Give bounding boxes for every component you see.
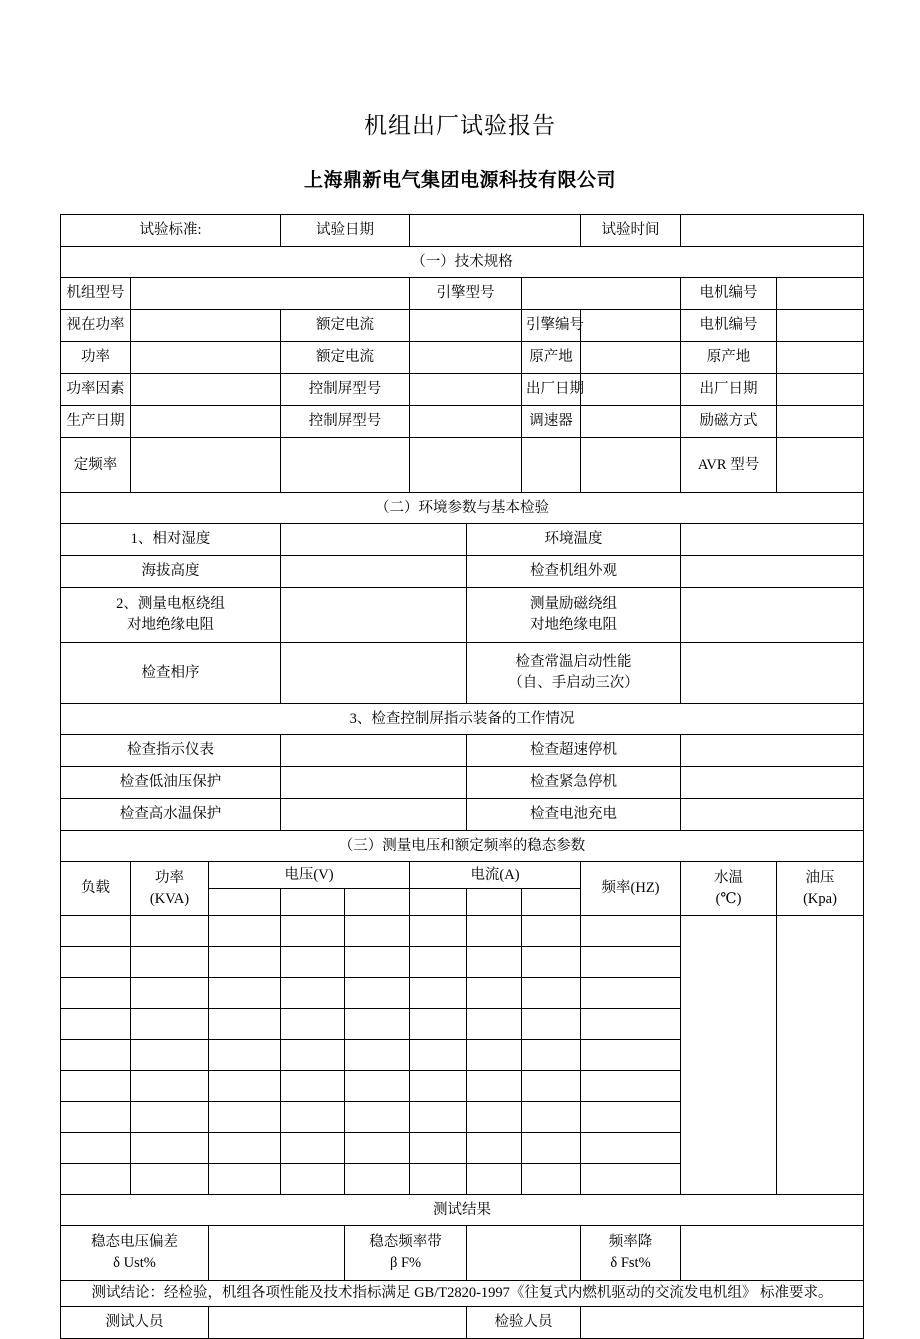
cell-voltage-2[interactable] xyxy=(281,1071,345,1102)
altitude-value[interactable] xyxy=(281,556,467,588)
table-row-env-4 xyxy=(61,643,864,704)
table-row-panel-3 xyxy=(61,799,864,831)
test-date-label: 试验日期 xyxy=(281,215,410,247)
cell-current-2[interactable] xyxy=(467,947,522,978)
cold-start-check-line2: （自、手启动三次） xyxy=(508,675,639,692)
steady-frequency-band-line1: 稳态频率带 xyxy=(369,1234,442,1251)
excitation-insulation-value[interactable] xyxy=(681,588,864,643)
frequency-drop-value[interactable] xyxy=(681,1226,864,1281)
cell-voltage-2[interactable] xyxy=(281,947,345,978)
cell-power[interactable] xyxy=(131,978,209,1009)
origin-label-2: 原产地 xyxy=(681,342,777,374)
steady-voltage-deviation-line2: δ Ust% xyxy=(113,1255,156,1272)
engine-model-label: 引擎型号 xyxy=(410,278,522,310)
control-panel-model-label-2: 控制屏型号 xyxy=(281,406,410,438)
cell-voltage-3[interactable] xyxy=(345,1164,410,1195)
table-row-signatures xyxy=(61,1307,864,1339)
cell-water-temperature[interactable] xyxy=(681,916,777,1195)
engine-number-label: 引擎编号 xyxy=(522,310,581,342)
cold-start-check-label xyxy=(467,643,681,704)
inspector-signature[interactable] xyxy=(581,1307,864,1339)
origin-label-1: 原产地 xyxy=(522,342,581,374)
phase-sequence-check-value[interactable] xyxy=(281,643,467,704)
armature-insulation-line1 xyxy=(65,594,276,615)
table-row-panel-1 xyxy=(61,735,864,767)
cell-voltage-2[interactable] xyxy=(281,978,345,1009)
cell-voltage-2[interactable] xyxy=(281,1102,345,1133)
cell-voltage-3[interactable] xyxy=(345,1009,410,1040)
cell-frequency[interactable] xyxy=(581,1071,681,1102)
cell-current-2[interactable] xyxy=(467,1164,522,1195)
table-row-spec-1 xyxy=(61,278,864,310)
cell-current-2[interactable] xyxy=(467,1133,522,1164)
tester-label: 测试人员 xyxy=(61,1307,209,1339)
avr-model-label: AVR 型号 xyxy=(681,438,777,493)
column-header-current: 电流(A) xyxy=(410,862,581,889)
test-time-value[interactable] xyxy=(681,215,864,247)
table-row-env-3 xyxy=(61,588,864,643)
cell-voltage-1[interactable] xyxy=(209,1071,281,1102)
table-row-results-heading xyxy=(61,1195,864,1226)
cell-voltage-1[interactable] xyxy=(209,978,281,1009)
cell-voltage-2[interactable] xyxy=(281,1040,345,1071)
section1-heading: （一）技术规格 xyxy=(61,247,864,278)
cell-current-3[interactable] xyxy=(522,1040,581,1071)
control-panel-model-value-1[interactable] xyxy=(410,374,522,406)
cell-power[interactable] xyxy=(131,1164,209,1195)
governor-value[interactable] xyxy=(581,406,681,438)
cell-current-1[interactable] xyxy=(410,947,467,978)
cell-current-2[interactable] xyxy=(467,1102,522,1133)
cell-frequency[interactable] xyxy=(581,916,681,947)
table-row-spec-2 xyxy=(61,310,864,342)
excitation-insulation-line1: 测量励磁绕组 xyxy=(530,596,618,613)
cell-voltage-2[interactable] xyxy=(281,916,345,947)
cell-current-2[interactable] xyxy=(467,978,522,1009)
test-conclusion-text: 测试结论：经检验，机组各项性能及技术指标满足 GB/T2820-1997《往复式内燃机驱动的交流发电机组》 标准要求。 xyxy=(61,1281,864,1307)
cell-load[interactable] xyxy=(61,1040,131,1071)
motor-number-value[interactable] xyxy=(777,278,864,310)
cell-voltage-3[interactable] xyxy=(345,916,410,947)
column-header-frequency: 频率(HZ) xyxy=(581,862,681,916)
control-panel-check-heading: 3、检查控制屏指示装备的工作情况 xyxy=(61,704,864,735)
table-row-panel-2 xyxy=(61,767,864,799)
engine-model-value[interactable] xyxy=(522,278,681,310)
section2-heading: （二）环境参数与基本检验 xyxy=(61,493,864,524)
power-factor-label: 功率因素 xyxy=(61,374,131,406)
cell-power[interactable] xyxy=(131,1133,209,1164)
cell-current-3[interactable] xyxy=(522,1071,581,1102)
rated-frequency-value[interactable] xyxy=(131,438,281,493)
cell-current-2[interactable] xyxy=(467,1071,522,1102)
rated-current-value-1[interactable] xyxy=(410,310,522,342)
cell-current-1[interactable] xyxy=(410,1133,467,1164)
production-date-value[interactable] xyxy=(131,406,281,438)
cell-frequency[interactable] xyxy=(581,947,681,978)
cell-power[interactable] xyxy=(131,1040,209,1071)
table-row-spec-3 xyxy=(61,342,864,374)
altitude-label: 海拔高度 xyxy=(61,556,281,588)
cell-voltage-3[interactable] xyxy=(345,947,410,978)
cell-frequency[interactable] xyxy=(581,1009,681,1040)
cell-current-1[interactable] xyxy=(410,978,467,1009)
battery-charge-check-label: 检查电池充电 xyxy=(467,799,681,831)
power-factor-value[interactable] xyxy=(131,374,281,406)
inspector-label: 检验人员 xyxy=(467,1307,581,1339)
cell-voltage-3[interactable] xyxy=(345,1133,410,1164)
steady-frequency-band-label xyxy=(345,1226,467,1281)
ambient-temperature-value[interactable] xyxy=(681,524,864,556)
cell-current-2[interactable] xyxy=(467,1009,522,1040)
factory-date-label-2: 出厂日期 xyxy=(681,374,777,406)
column-header-water-temperature-line2: (℃) xyxy=(715,890,742,907)
spec6-empty-1[interactable] xyxy=(281,438,410,493)
excitation-insulation-label xyxy=(467,588,681,643)
production-date-label: 生产日期 xyxy=(61,406,131,438)
rated-current-label-2: 额定电流 xyxy=(281,342,410,374)
spec6-empty-3[interactable] xyxy=(522,438,581,493)
emergency-stop-check-value[interactable] xyxy=(681,767,864,799)
column-header-oil-pressure-line2: (Kpa) xyxy=(803,890,837,907)
cell-voltage-1[interactable] xyxy=(209,1009,281,1040)
governor-label: 调速器 xyxy=(522,406,581,438)
unit-appearance-check-label: 检查机组外观 xyxy=(467,556,681,588)
cell-load[interactable] xyxy=(61,1133,131,1164)
unit-appearance-check-value[interactable] xyxy=(681,556,864,588)
indicator-instrument-check-value[interactable] xyxy=(281,735,467,767)
cold-start-check-value[interactable] xyxy=(681,643,864,704)
cold-start-check-line1: 检查常温启动性能 xyxy=(515,654,632,671)
power-label: 功率 xyxy=(61,342,131,374)
cell-voltage-1[interactable] xyxy=(209,1164,281,1195)
cell-voltage-1[interactable] xyxy=(209,1040,281,1071)
column-header-water-temperature xyxy=(681,862,777,916)
company-name: 上海鼎新电气集团电源科技有限公司 xyxy=(303,169,616,191)
spec6-empty-2[interactable] xyxy=(410,438,522,493)
origin-value-2[interactable] xyxy=(777,342,864,374)
cell-voltage-3[interactable] xyxy=(345,978,410,1009)
factory-date-value-2[interactable] xyxy=(777,374,864,406)
table-row-section1-heading xyxy=(61,247,864,278)
table-row-section2-sub3-heading xyxy=(61,704,864,735)
rated-current-value-2[interactable] xyxy=(410,342,522,374)
high-water-temp-check-label: 检查高水温保护 xyxy=(61,799,281,831)
table-row-conclusion xyxy=(61,1281,864,1307)
excitation-insulation-line2: 对地绝缘电阻 xyxy=(530,617,618,634)
cell-load[interactable] xyxy=(61,1071,131,1102)
cell-current-3[interactable] xyxy=(522,947,581,978)
test-date-value[interactable] xyxy=(410,215,581,247)
cell-load[interactable] xyxy=(61,978,131,1009)
cell-load[interactable] xyxy=(61,916,131,947)
cell-voltage-2[interactable] xyxy=(281,1009,345,1040)
emergency-stop-check-label: 检查紧急停机 xyxy=(467,767,681,799)
cell-power[interactable] xyxy=(131,916,209,947)
table-row-spec-6 xyxy=(61,438,864,493)
table-row-header-meta xyxy=(61,215,864,247)
control-panel-model-value-2[interactable] xyxy=(410,406,522,438)
column-header-power-line1: 功率 xyxy=(155,869,184,886)
tester-signature[interactable] xyxy=(209,1307,467,1339)
column-header-power-line2: (KVA) xyxy=(149,890,190,907)
table-row-section2-heading xyxy=(61,493,864,524)
test-results-heading: 测试结果 xyxy=(61,1195,864,1226)
table-row-spec-5 xyxy=(61,406,864,438)
column-subheader-voltage-2 xyxy=(281,889,345,916)
frequency-drop-label xyxy=(581,1226,681,1281)
column-subheader-current-2 xyxy=(467,889,522,916)
frequency-drop-line2: δ Fst% xyxy=(610,1255,651,1272)
cell-voltage-1[interactable] xyxy=(209,1133,281,1164)
motor-number-label-2: 电机编号 xyxy=(681,310,777,342)
ambient-temperature-label: 环境温度 xyxy=(467,524,681,556)
cell-voltage-1[interactable] xyxy=(209,1102,281,1133)
table-row xyxy=(61,916,864,947)
column-subheader-voltage-3 xyxy=(345,889,410,916)
column-header-water-temperature-line1: 水温 xyxy=(714,869,744,886)
table-row-measure-header-1 xyxy=(61,862,864,889)
cell-current-3[interactable] xyxy=(522,916,581,947)
motor-number-label: 电机编号 xyxy=(681,278,777,310)
factory-date-value-1[interactable] xyxy=(581,374,681,406)
apparent-power-label: 视在功率 xyxy=(61,310,131,342)
spec6-empty-4[interactable] xyxy=(581,438,681,493)
cell-power[interactable] xyxy=(131,1102,209,1133)
table-row-env-1 xyxy=(61,524,864,556)
power-value[interactable] xyxy=(131,342,281,374)
control-panel-model-label-1: 控制屏型号 xyxy=(281,374,410,406)
table-row-spec-4 xyxy=(61,374,864,406)
cell-voltage-3[interactable] xyxy=(345,1071,410,1102)
indicator-instrument-check-label: 检查指示仪表 xyxy=(61,735,281,767)
cell-voltage-1[interactable] xyxy=(209,947,281,978)
column-header-voltage: 电压(V) xyxy=(209,862,410,889)
factory-date-label-1: 出厂日期 xyxy=(522,374,581,406)
cell-current-3[interactable] xyxy=(522,978,581,1009)
column-header-load: 负载 xyxy=(61,862,131,916)
avr-model-value[interactable] xyxy=(777,438,864,493)
cell-load[interactable] xyxy=(61,947,131,978)
steady-voltage-deviation-label xyxy=(61,1226,209,1281)
phase-sequence-check-label: 检查相序 xyxy=(61,643,281,704)
armature-insulation-label xyxy=(61,588,281,643)
relative-humidity-label: 1、相对湿度 xyxy=(61,524,281,556)
column-subheader-current-1 xyxy=(410,889,467,916)
section3-heading: （三）测量电压和额定频率的稳态参数 xyxy=(61,831,864,862)
rated-frequency-label: 定频率 xyxy=(61,438,131,493)
table-row-section3-heading xyxy=(61,831,864,862)
cell-load[interactable] xyxy=(61,1164,131,1195)
cell-voltage-2[interactable] xyxy=(281,1133,345,1164)
overspeed-stop-check-value[interactable] xyxy=(681,735,864,767)
cell-frequency[interactable] xyxy=(581,1102,681,1133)
battery-charge-check-value[interactable] xyxy=(681,799,864,831)
column-header-power xyxy=(131,862,209,916)
overspeed-stop-check-label: 检查超速停机 xyxy=(467,735,681,767)
steady-frequency-band-line2: β F% xyxy=(389,1255,422,1272)
armature-item-number: 2、 xyxy=(116,596,138,613)
cell-current-3[interactable] xyxy=(522,1102,581,1133)
cell-voltage-3[interactable] xyxy=(345,1102,410,1133)
column-subheader-current-3 xyxy=(522,889,581,916)
cell-frequency[interactable] xyxy=(581,1133,681,1164)
cell-current-1[interactable] xyxy=(410,1009,467,1040)
cell-current-3[interactable] xyxy=(522,1164,581,1195)
cell-load[interactable] xyxy=(61,1102,131,1133)
armature-insulation-line2: 对地绝缘电阻 xyxy=(127,617,214,634)
origin-value-1[interactable] xyxy=(581,342,681,374)
cell-frequency[interactable] xyxy=(581,1040,681,1071)
cell-current-1[interactable] xyxy=(410,916,467,947)
cell-voltage-3[interactable] xyxy=(345,1040,410,1071)
test-time-label: 试验时间 xyxy=(581,215,681,247)
column-subheader-voltage-1 xyxy=(209,889,281,916)
cell-current-1[interactable] xyxy=(410,1164,467,1195)
cell-current-2[interactable] xyxy=(467,1040,522,1071)
apparent-power-value[interactable] xyxy=(131,310,281,342)
cell-power[interactable] xyxy=(131,947,209,978)
steady-voltage-deviation-value[interactable] xyxy=(209,1226,345,1281)
unit-model-value[interactable] xyxy=(131,278,410,310)
cell-power[interactable] xyxy=(131,1071,209,1102)
high-water-temp-check-value[interactable] xyxy=(281,799,467,831)
cell-power[interactable] xyxy=(131,1009,209,1040)
page-title: 机组出厂试验报告 xyxy=(364,113,556,138)
cell-voltage-2[interactable] xyxy=(281,1164,345,1195)
cell-frequency[interactable] xyxy=(581,1164,681,1195)
cell-current-1[interactable] xyxy=(410,1071,467,1102)
unit-model-label: 机组型号 xyxy=(61,278,131,310)
cell-frequency[interactable] xyxy=(581,978,681,1009)
cell-current-1[interactable] xyxy=(410,1102,467,1133)
report-table xyxy=(60,214,864,1339)
cell-load[interactable] xyxy=(61,1009,131,1040)
low-oil-pressure-check-value[interactable] xyxy=(281,767,467,799)
excitation-mode-value[interactable] xyxy=(777,406,864,438)
cell-oil-pressure[interactable] xyxy=(777,916,864,1195)
armature-insulation-text1: 测量电枢绕组 xyxy=(137,596,225,613)
steady-voltage-deviation-line1: 稳态电压偏差 xyxy=(91,1234,178,1251)
motor-number-value-2[interactable] xyxy=(777,310,864,342)
column-header-oil-pressure-line1: 油压 xyxy=(805,869,835,886)
steady-frequency-band-value[interactable] xyxy=(467,1226,581,1281)
cell-voltage-1[interactable] xyxy=(209,916,281,947)
frequency-drop-line1: 频率降 xyxy=(608,1234,653,1251)
relative-humidity-value[interactable] xyxy=(281,524,467,556)
cell-current-1[interactable] xyxy=(410,1040,467,1071)
cell-current-3[interactable] xyxy=(522,1133,581,1164)
cell-current-3[interactable] xyxy=(522,1009,581,1040)
table-row-env-2 xyxy=(61,556,864,588)
engine-number-value[interactable] xyxy=(581,310,681,342)
column-header-oil-pressure xyxy=(777,862,864,916)
armature-insulation-value[interactable] xyxy=(281,588,467,643)
excitation-mode-label: 励磁方式 xyxy=(681,406,777,438)
rated-current-label-1: 额定电流 xyxy=(281,310,410,342)
table-row-results-values xyxy=(61,1226,864,1281)
cell-current-2[interactable] xyxy=(467,916,522,947)
test-standard-label: 试验标准: xyxy=(61,215,281,247)
low-oil-pressure-check-label: 检查低油压保护 xyxy=(61,767,281,799)
